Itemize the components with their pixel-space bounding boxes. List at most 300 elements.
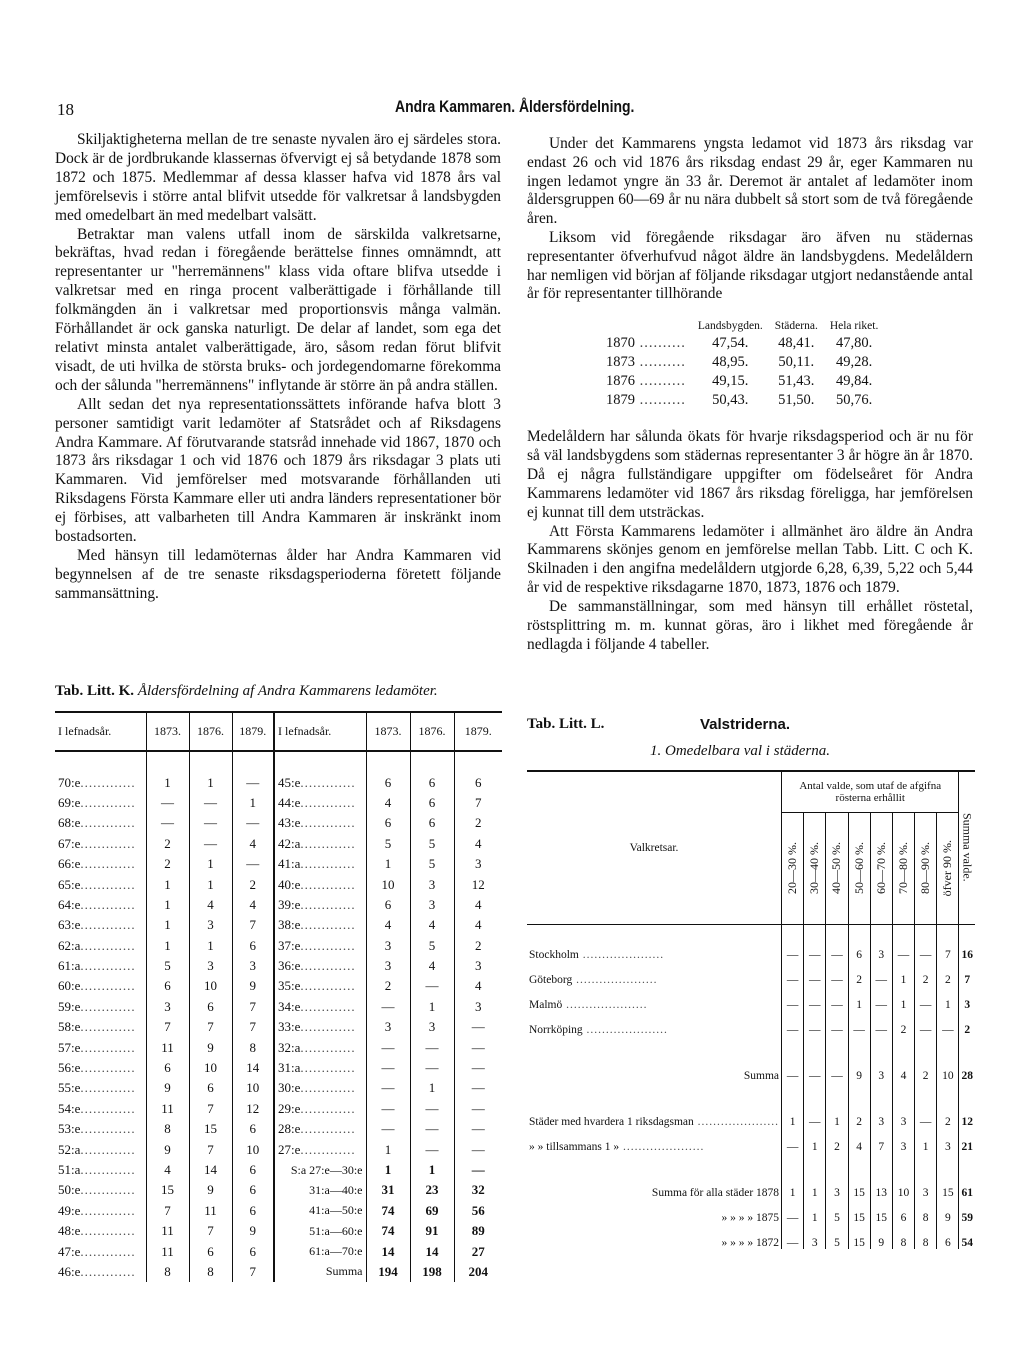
age-value: [232, 936, 274, 956]
pct-header-cell: [870, 812, 892, 924]
val-value: [892, 1082, 914, 1128]
value-text: 27: [471, 1243, 485, 1259]
leader-dots: .............: [300, 856, 356, 872]
leader-dots: .............: [80, 978, 136, 994]
val-value: [915, 1224, 937, 1249]
value-text: 3: [900, 1141, 907, 1153]
value-text: 7: [207, 1141, 214, 1157]
age-label: [55, 895, 146, 915]
value-text: 11: [161, 1223, 174, 1239]
average-age-table-wrapper: [600, 318, 884, 410]
val-value: [892, 936, 914, 961]
age-value: [454, 1017, 502, 1037]
val-table-row: [527, 961, 975, 986]
value-text: 1: [900, 974, 907, 986]
age-value: [146, 874, 189, 894]
age-value: [189, 1099, 232, 1119]
age-value: [366, 1099, 410, 1119]
spacer-cell: [892, 924, 914, 936]
age-value: [410, 1017, 454, 1037]
age-label: [274, 1160, 366, 1180]
value-text: 2: [856, 1116, 862, 1128]
value-text: —: [942, 1024, 954, 1036]
age-label-text: 69:e: [58, 794, 81, 810]
value-text: 3: [811, 1237, 818, 1249]
age-label-text: 47:e: [58, 1243, 81, 1259]
valkrets-name: [527, 961, 782, 986]
valkrets-name: [527, 1153, 782, 1199]
value-text: 7: [249, 1019, 256, 1035]
age-value: [454, 874, 502, 894]
valkrets-name-text: Göteborg: [529, 974, 573, 986]
age-value: [410, 936, 454, 956]
age-value: [232, 1037, 274, 1057]
value-text: 6: [207, 1243, 214, 1259]
val-value: [937, 1224, 959, 1249]
val-table-row: [527, 1199, 975, 1224]
value-text: 2: [944, 1116, 951, 1128]
value-text: 5: [834, 1237, 840, 1249]
valkrets-name-text: » » tillsammans 1 »: [529, 1141, 620, 1153]
val-value: [870, 1224, 892, 1249]
age-value: [454, 1201, 502, 1221]
age-label-text: 36:e: [278, 958, 301, 974]
leader-dots: .............: [300, 794, 356, 810]
value-text: 69: [425, 1202, 439, 1218]
value-text: 56: [471, 1202, 485, 1218]
paragraph: Medelåldern har sålunda ökats för hvarje riksdagsperiod och är nu för så väl landsbygdens som städernas representanter 3 år högre än år 1870. Då ej några fullständigare uppgifter om födelseåret för Andra Kammarens ledamöter vid 1867 års riksdag föreligga, har jemförelsen ej kunnat till dem utsträckas.: [527, 428, 973, 521]
age-value: [366, 956, 410, 976]
age-value: [454, 936, 502, 956]
age-value: [410, 1221, 454, 1241]
age-value: [410, 1241, 454, 1261]
group-header: Antal valde, som utaf de afgifna rösterna erhållit: [782, 772, 959, 812]
val-value: [782, 1011, 804, 1036]
value-text: 4: [428, 958, 436, 974]
value-text: —: [204, 794, 217, 810]
val-value: [959, 961, 975, 986]
value-text: 1: [811, 1141, 818, 1153]
age-table-row: [55, 854, 502, 874]
valkrets-name-text: Summa för alla städer 1878: [651, 1187, 780, 1199]
age-label-text: 46:e: [58, 1263, 81, 1279]
val-value: [959, 1153, 975, 1199]
value-text: 51,50.: [778, 392, 815, 408]
leader-dots: .............: [80, 958, 136, 974]
value-text: 1: [900, 999, 907, 1011]
val-value: [826, 1082, 848, 1128]
val-value: [915, 1128, 937, 1153]
age-label-text: 28:e: [278, 1121, 301, 1137]
val-value: [804, 936, 826, 961]
value-text: 23: [425, 1182, 439, 1198]
leader-dots: .....................: [619, 1141, 705, 1153]
age-value: [366, 1037, 410, 1057]
val-value: [826, 1036, 848, 1082]
value-text: 5: [834, 1212, 840, 1224]
age-label: [55, 936, 146, 956]
val-value: [804, 1199, 826, 1224]
val-table: [527, 772, 975, 1249]
value-text: —: [809, 1116, 821, 1128]
val-value: [892, 986, 914, 1011]
age-value: [366, 1180, 410, 1200]
age-label-text: 49:e: [58, 1202, 81, 1218]
value-text: 1: [811, 1212, 818, 1224]
value-text: —: [246, 856, 260, 872]
value-text: 8: [164, 1121, 171, 1137]
value-text: 28: [961, 1070, 973, 1082]
val-value: [915, 986, 937, 1011]
age-label: [55, 956, 146, 976]
age-value: [146, 936, 189, 956]
age-value: [454, 1180, 502, 1200]
value-text: 14: [425, 1243, 439, 1259]
val-value: [826, 1224, 848, 1249]
value-text: 2: [164, 856, 171, 872]
val-value: [892, 1224, 914, 1249]
value-text: 10: [204, 1060, 217, 1076]
age-label-text: 53:e: [58, 1121, 81, 1137]
age-value: [146, 1078, 189, 1098]
pct-header-cell: [937, 812, 959, 924]
avg-value: [769, 353, 824, 372]
value-text: 3: [475, 998, 482, 1014]
value-text: 32: [471, 1182, 485, 1198]
val-value: [826, 1011, 848, 1036]
avg-value: [692, 391, 769, 410]
valkrets-name: [527, 1199, 782, 1224]
table-k-caption: [55, 683, 438, 700]
value-text: —: [471, 1141, 485, 1157]
age-label: [274, 1221, 366, 1241]
value-text: 49,15.: [712, 373, 749, 389]
pct-header-cell: [848, 812, 870, 924]
val-value: [826, 986, 848, 1011]
value-text: 6: [164, 978, 171, 994]
val-value: [892, 1128, 914, 1153]
avg-year: [600, 334, 692, 353]
value-text: —: [809, 999, 821, 1011]
leader-dots: .............: [300, 958, 356, 974]
value-text: 6: [249, 1182, 256, 1198]
pct-header: 50—60 %.: [851, 842, 866, 894]
value-text: —: [831, 974, 843, 986]
age-table-row: [55, 895, 502, 915]
leader-dots: .............: [80, 1182, 136, 1198]
age-value: [146, 772, 189, 792]
value-text: 15: [853, 1212, 865, 1224]
age-label: [274, 1139, 366, 1159]
paragraph: Att Första Kammarens ledamöter i allmänhet äro äldre än Andra Kammarens skönjes genom en jemförelse mellan Tabb. Litt. C och K. Skilnaden i den angifna medelåldern utgjorde 6,28, 6,39, 5,22 och 5,44 år vid de respektive riksdagarne 1870, 1873, 1876 och 1879.: [527, 522, 973, 597]
age-label-text: 42:a: [278, 835, 301, 851]
value-text: —: [471, 1039, 485, 1055]
value-text: —: [786, 1212, 799, 1224]
value-text: 4: [164, 1162, 171, 1177]
value-text: 1: [207, 774, 214, 790]
val-value: [915, 1199, 937, 1224]
age-table-header-row: [55, 713, 502, 751]
val-value: [937, 1199, 959, 1224]
val-value: [870, 986, 892, 1011]
age-value: [454, 793, 502, 813]
value-text: 49,28.: [835, 354, 873, 370]
avg-value: [692, 353, 769, 372]
value-text: —: [381, 1039, 395, 1055]
age-label: [55, 834, 146, 854]
val-table-row: [527, 1011, 975, 1036]
value-text: 15: [853, 1187, 865, 1199]
value-text: 48,41.: [778, 335, 815, 351]
age-label: [55, 793, 146, 813]
value-text: 10: [246, 1141, 260, 1157]
value-text: 47,80.: [835, 335, 873, 351]
value-text: 1: [428, 998, 436, 1014]
value-text: 1: [384, 1141, 392, 1157]
leader-dots: .............: [80, 774, 136, 790]
value-text: 7: [249, 998, 256, 1014]
age-value: [146, 813, 189, 833]
value-text: —: [786, 1237, 799, 1249]
age-label: [274, 1180, 366, 1200]
avg-value: [824, 391, 885, 410]
age-label: [274, 915, 366, 935]
value-text: 6: [944, 1237, 951, 1249]
age-value: [366, 1017, 410, 1037]
value-text: —: [786, 1070, 799, 1082]
value-text: 3: [249, 958, 256, 974]
value-text: 14: [246, 1060, 260, 1076]
age-label-text: 33:e: [278, 1019, 301, 1035]
age-table-row: [55, 956, 502, 976]
age-value: [232, 976, 274, 996]
age-value: [366, 997, 410, 1017]
leader-dots: .............: [300, 1121, 356, 1137]
value-text: 4: [249, 896, 256, 912]
age-value: [146, 1119, 189, 1139]
value-text: 1: [164, 896, 171, 912]
val-value: [804, 1036, 826, 1082]
val-value: [959, 1082, 975, 1128]
age-value: [146, 997, 189, 1017]
spacer-cell: [915, 924, 937, 936]
age-value: [366, 874, 410, 894]
leader-dots: .....................: [693, 1116, 780, 1128]
val-table-row: [527, 1153, 975, 1199]
val-value: [848, 986, 870, 1011]
val-table-row: [527, 1224, 975, 1249]
age-table-row: [55, 813, 502, 833]
age-value: [189, 1017, 232, 1037]
age-value: [454, 834, 502, 854]
leader-dots: ..........: [635, 335, 686, 351]
age-label-text: 56:e: [58, 1060, 81, 1076]
value-text: —: [381, 1121, 395, 1137]
age-label-text: 30:e: [278, 1080, 301, 1096]
value-text: 10: [942, 1070, 954, 1082]
age-table-header: 1879.: [232, 713, 274, 751]
value-text: 9: [207, 1039, 214, 1055]
value-text: —: [919, 949, 932, 961]
age-value: [189, 895, 232, 915]
age-label-text: 52:a: [58, 1141, 81, 1157]
age-label: [274, 956, 366, 976]
value-text: 5: [428, 835, 436, 851]
value-text: 5: [428, 856, 436, 872]
age-value: [232, 1201, 274, 1221]
leader-dots: .............: [300, 774, 356, 790]
val-value: [870, 1153, 892, 1199]
val-value: [848, 1224, 870, 1249]
value-text: —: [831, 1070, 843, 1082]
valkrets-name-text: Städer med hvardera 1 riksdagsman: [529, 1116, 694, 1128]
age-label-text: Summa: [325, 1264, 363, 1279]
spacer-cell: [366, 751, 410, 772]
age-label-text: 61:a: [58, 958, 81, 974]
leader-dots: .............: [300, 917, 356, 933]
value-text: —: [425, 1060, 439, 1076]
avg-table-header: Landsbygden.: [697, 320, 763, 332]
value-text: 8: [922, 1237, 929, 1249]
value-text: 15: [875, 1212, 888, 1224]
pct-header: 40—50 %.: [829, 842, 844, 894]
age-value: [232, 813, 274, 833]
age-value: [366, 1241, 410, 1261]
age-label-text: 63:e: [58, 917, 81, 933]
val-value: [937, 961, 959, 986]
valkrets-name: [527, 1128, 782, 1153]
value-text: 4: [900, 1070, 907, 1082]
age-value: [146, 1180, 189, 1200]
age-value: [146, 1058, 189, 1078]
leader-dots: .....................: [562, 999, 648, 1011]
val-value: [915, 961, 937, 986]
age-label-text: 37:e: [278, 937, 301, 953]
age-value: [189, 874, 232, 894]
value-text: —: [786, 999, 799, 1011]
age-value: [366, 1058, 410, 1078]
age-value: [366, 772, 410, 792]
age-value: [189, 793, 232, 813]
avg-table-header: Städerna.: [774, 320, 818, 332]
age-value: [189, 1037, 232, 1057]
val-value: [915, 936, 937, 961]
value-text: 10: [897, 1187, 910, 1199]
age-label-text: 43:e: [278, 815, 301, 831]
value-text: —: [786, 1024, 799, 1036]
paragraph: Allt sedan det nya representationssättets införande hafva blott 3 personer samtidigt varit ledamöter af Statsrådet och af Riksdagens Andra Kammare. Af förutvarande statsråd innehade vid 1867, 1870 och 1873 års riksdagar 1 och vid 1876 och 1879 års riksdagar 3 plats uti Kammaren. Vid jemförelser med motsvarande förhållanden uti Riksdagens Första Kammare eller uti andra länders representationer bör ej förbises, att valbarheten till Andra Kammaren är inskränkt inom bostadsorten.: [55, 395, 501, 546]
valkrets-name: [527, 1224, 782, 1249]
age-value: [232, 1160, 274, 1180]
val-value: [782, 1128, 804, 1153]
age-value: [232, 956, 274, 976]
avg-value: [692, 334, 769, 353]
age-label: [55, 1058, 146, 1078]
age-value: [189, 1119, 232, 1139]
val-value: [959, 1224, 975, 1249]
value-text: 1870: [606, 335, 635, 351]
value-text: 2: [384, 978, 392, 994]
val-value: [826, 961, 848, 986]
value-text: —: [425, 1100, 439, 1116]
value-text: 2: [475, 937, 482, 953]
age-value: [146, 1017, 189, 1037]
age-value: [366, 813, 410, 833]
age-label: [274, 1262, 366, 1282]
leader-dots: .............: [80, 998, 136, 1014]
age-value: [232, 772, 274, 792]
valkrets-name: [527, 1036, 782, 1082]
value-text: 11: [161, 1100, 174, 1116]
value-text: 1: [164, 937, 171, 953]
spacer-cell: [870, 924, 892, 936]
value-text: 3: [900, 1116, 907, 1128]
age-value: [454, 997, 502, 1017]
leader-dots: .............: [80, 815, 136, 831]
value-text: 7: [207, 1019, 214, 1035]
value-text: 6: [428, 774, 436, 790]
value-text: 8: [249, 1039, 256, 1055]
age-label-text: 50:e: [58, 1182, 81, 1198]
age-label: [274, 936, 366, 956]
age-value: [146, 1160, 189, 1180]
age-value: [232, 1241, 274, 1261]
age-value: [410, 874, 454, 894]
age-value: [454, 1262, 502, 1282]
leader-dots: .............: [300, 1080, 356, 1096]
val-value: [782, 1082, 804, 1128]
val-value: [915, 1082, 937, 1128]
age-value: [232, 915, 274, 935]
age-value: [454, 1160, 502, 1180]
val-value: [782, 1199, 804, 1224]
age-label: [55, 1017, 146, 1037]
value-text: 15: [853, 1237, 865, 1249]
age-label: [274, 772, 366, 792]
leader-dots: .............: [80, 1243, 136, 1259]
age-value: [189, 772, 232, 792]
val-table-row: [527, 1128, 975, 1153]
val-value: [892, 1199, 914, 1224]
valkrets-name: [527, 1082, 782, 1128]
value-text: 2: [475, 815, 482, 831]
val-value: [848, 1199, 870, 1224]
age-value: [189, 813, 232, 833]
paragraph: Skiljaktigheterna mellan de tre senaste nyvalen äro ej särdeles stora. Dock är de jordbrukande klassernas öfvervigt ej så betydande 1878 som 1872 och 1875. Medlemmar af dessa klasser hafva vid 1878 års val jemförelsevis i större antal blifvit utsedde för valkretsar å landsbygden med omedelbart än med medelbart valsätt.: [55, 131, 501, 224]
val-value: [870, 1199, 892, 1224]
age-value: [146, 834, 189, 854]
value-text: 9: [249, 1223, 256, 1239]
leader-dots: .............: [80, 794, 136, 810]
val-value: [870, 1036, 892, 1082]
age-value: [146, 895, 189, 915]
value-text: 2: [922, 1070, 929, 1082]
age-table-header: 1873.: [146, 713, 189, 751]
value-text: 11: [161, 1243, 174, 1259]
leader-dots: .............: [80, 856, 136, 872]
value-text: —: [425, 978, 439, 994]
age-label: [55, 813, 146, 833]
age-label-text: 40:e: [278, 876, 301, 892]
age-label: [274, 895, 366, 915]
avg-year: [600, 372, 692, 391]
age-label-text: 65:e: [58, 876, 81, 892]
age-label-text: 31:a: [278, 1060, 301, 1076]
age-value: [146, 1262, 189, 1282]
leader-dots: .............: [80, 896, 136, 912]
age-value: [232, 793, 274, 813]
value-text: —: [204, 815, 217, 831]
